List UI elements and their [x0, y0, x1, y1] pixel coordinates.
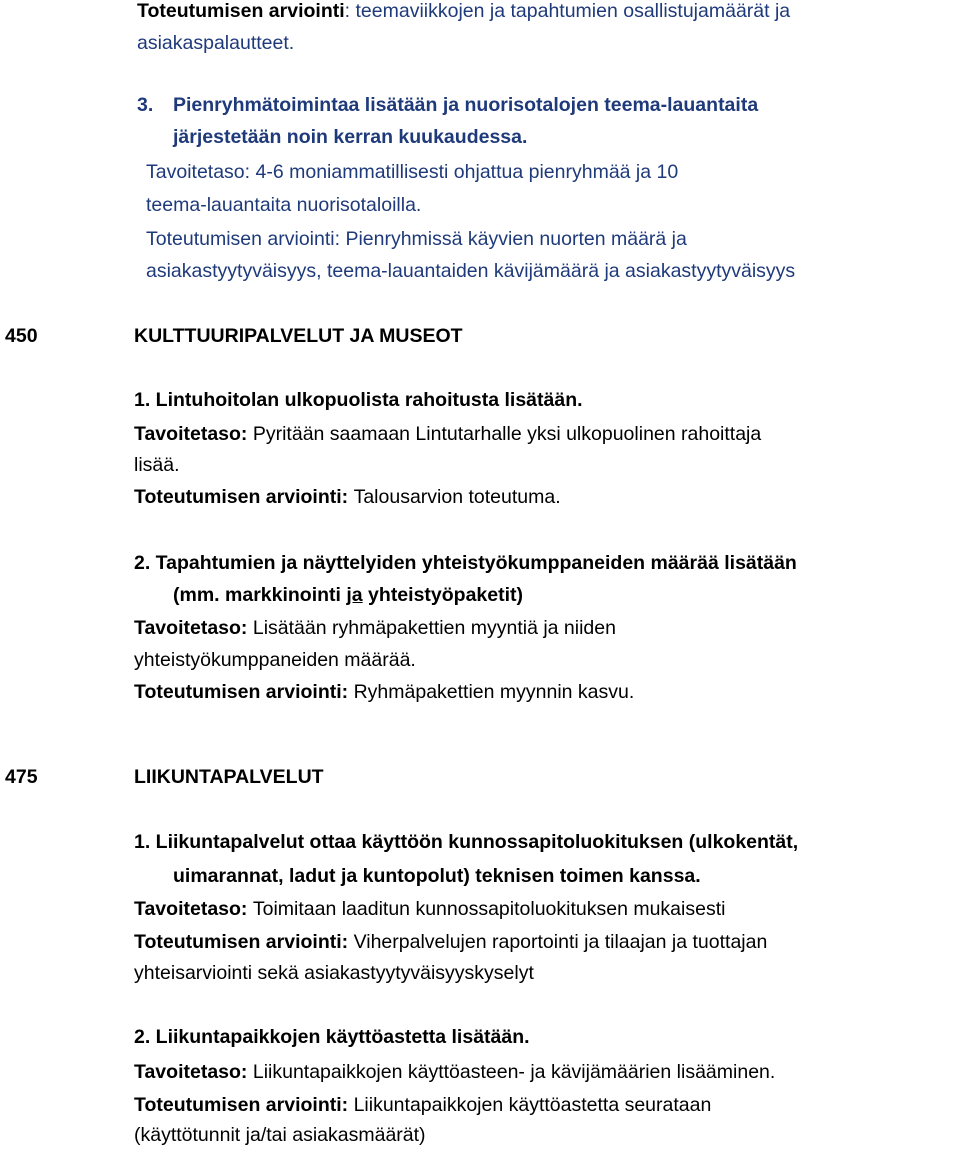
evaluation-text: Viherpalvelujen raportointi ja tilaajan ja tuottajan	[353, 931, 768, 953]
target-line: Tavoitetaso: Pyritään saamaan Lintutarhalle yksi ulkopuolinen rahoittaja	[134, 423, 762, 445]
target-text: Toimitaan laaditun kunnossapitoluokituksen mukaisesti	[252, 898, 726, 920]
section-title: KULTTUURIPALVELUT JA MUSEOT	[134, 325, 463, 347]
eval-line: Toteutumisen arviointi: Liikuntapaikkojen käyttöastetta seurataan	[134, 1094, 712, 1116]
item-title: Pienryhmätoimintaa lisätään ja nuorisotalojen teema-lauantaita	[173, 94, 759, 116]
evaluation-label: Toteutumisen arviointi	[146, 228, 335, 250]
item-title: 1. Liikuntapalvelut ottaa käyttöön kunnossapitoluokituksen (ulkokentät,	[134, 831, 799, 853]
evaluation-label: Toteutumisen arviointi	[134, 1094, 342, 1116]
item-title-cont: uimarannat, ladut ja kuntopolut) teknisen toimen kanssa.	[173, 865, 701, 887]
section-code: 475	[5, 766, 38, 788]
target-text-cont: lisää.	[134, 454, 180, 476]
target-label: Tavoitetaso	[134, 617, 241, 639]
item-title: 1. Lintuhoitolan ulkopuolista rahoitusta lisätään.	[134, 389, 583, 411]
item-title-cont: (mm. markkinointi ja yhteistyöpaketit)	[173, 584, 524, 606]
target-text: Pyritään saamaan Lintutarhalle yksi ulkopuolinen rahoittaja	[252, 423, 762, 445]
target-label: Tavoitetaso	[146, 161, 245, 183]
eval-line: Toteutumisen arviointi: Talousarvion toteutuma.	[134, 486, 561, 508]
evaluation-text: Pienryhmissä käyvien nuorten määrä ja	[345, 228, 687, 250]
evaluation-text-cont: asiakaspalautteet.	[137, 32, 295, 54]
item-title: 2. Liikuntapaikkojen käyttöastetta lisätään.	[134, 1026, 530, 1048]
item-title-cont: järjestetään noin kerran kuukaudessa.	[173, 126, 528, 148]
evaluation-text: Talousarvion toteutuma.	[353, 486, 561, 508]
target-line: Tavoitetaso: Toimitaan laaditun kunnossapitoluokituksen mukaisesti	[134, 898, 726, 920]
target-label: Tavoitetaso	[134, 1061, 241, 1083]
eval-line: Toteutumisen arviointi: teemaviikkojen ja tapahtumien osallistujamäärät ja	[137, 0, 791, 22]
eval-line: Toteutumisen arviointi: Ryhmäpakettien myynnin kasvu.	[134, 681, 635, 703]
evaluation-text-cont: yhteisarviointi sekä asiakastyytyväisyyskyselyt	[134, 962, 534, 984]
target-line: Tavoitetaso: Liikuntapaikkojen käyttöasteen- ja kävijämäärien lisääminen.	[134, 1061, 776, 1083]
evaluation-label: Toteutumisen arviointi	[134, 681, 342, 703]
section-code: 450	[5, 325, 38, 347]
evaluation-text: teemaviikkojen ja tapahtumien osallistujamäärät ja	[355, 0, 791, 22]
evaluation-label: Toteutumisen arviointi	[137, 0, 345, 22]
eval-line: Toteutumisen arviointi: Pienryhmissä käyvien nuorten määrä ja	[146, 228, 687, 250]
target-line: Tavoitetaso: 4-6 moniammatillisesti ohjattua pienryhmää ja 10	[146, 161, 679, 183]
evaluation-text-cont: (käyttötunnit ja/tai asiakasmäärät)	[134, 1124, 426, 1146]
target-text-cont: yhteistyökumppaneiden määrää.	[134, 649, 416, 671]
target-label: Tavoitetaso	[134, 898, 241, 920]
evaluation-text: Liikuntapaikkojen käyttöastetta seurataan	[353, 1094, 712, 1116]
target-text-cont: teema-lauantaita nuorisotaloilla.	[146, 194, 422, 216]
evaluation-text: Ryhmäpakettien myynnin kasvu.	[353, 681, 635, 703]
evaluation-label: Toteutumisen arviointi	[134, 931, 342, 953]
section-title: LIIKUNTAPALVELUT	[134, 766, 324, 788]
target-text: Lisätään ryhmäpakettien myyntiä ja niiden	[252, 617, 616, 639]
eval-line: Toteutumisen arviointi: Viherpalvelujen raportointi ja tilaajan ja tuottajan	[134, 931, 768, 953]
item-number: 3.	[137, 94, 154, 116]
evaluation-text-cont: asiakastyytyväisyys, teema-lauantaiden kävijämäärä ja asiakastyytyväisyys	[146, 260, 796, 282]
target-text: 4-6 moniammatillisesti ohjattua pienryhmää ja 10	[255, 161, 679, 183]
target-line: Tavoitetaso: Lisätään ryhmäpakettien myyntiä ja niiden	[134, 617, 616, 639]
target-text: Liikuntapaikkojen käyttöasteen- ja kävijämäärien lisääminen.	[252, 1061, 776, 1083]
target-label: Tavoitetaso	[134, 423, 241, 445]
item-title: 2. Tapahtumien ja näyttelyiden yhteistyökumppaneiden määrää lisätään	[134, 552, 797, 574]
evaluation-label: Toteutumisen arviointi	[134, 486, 342, 508]
